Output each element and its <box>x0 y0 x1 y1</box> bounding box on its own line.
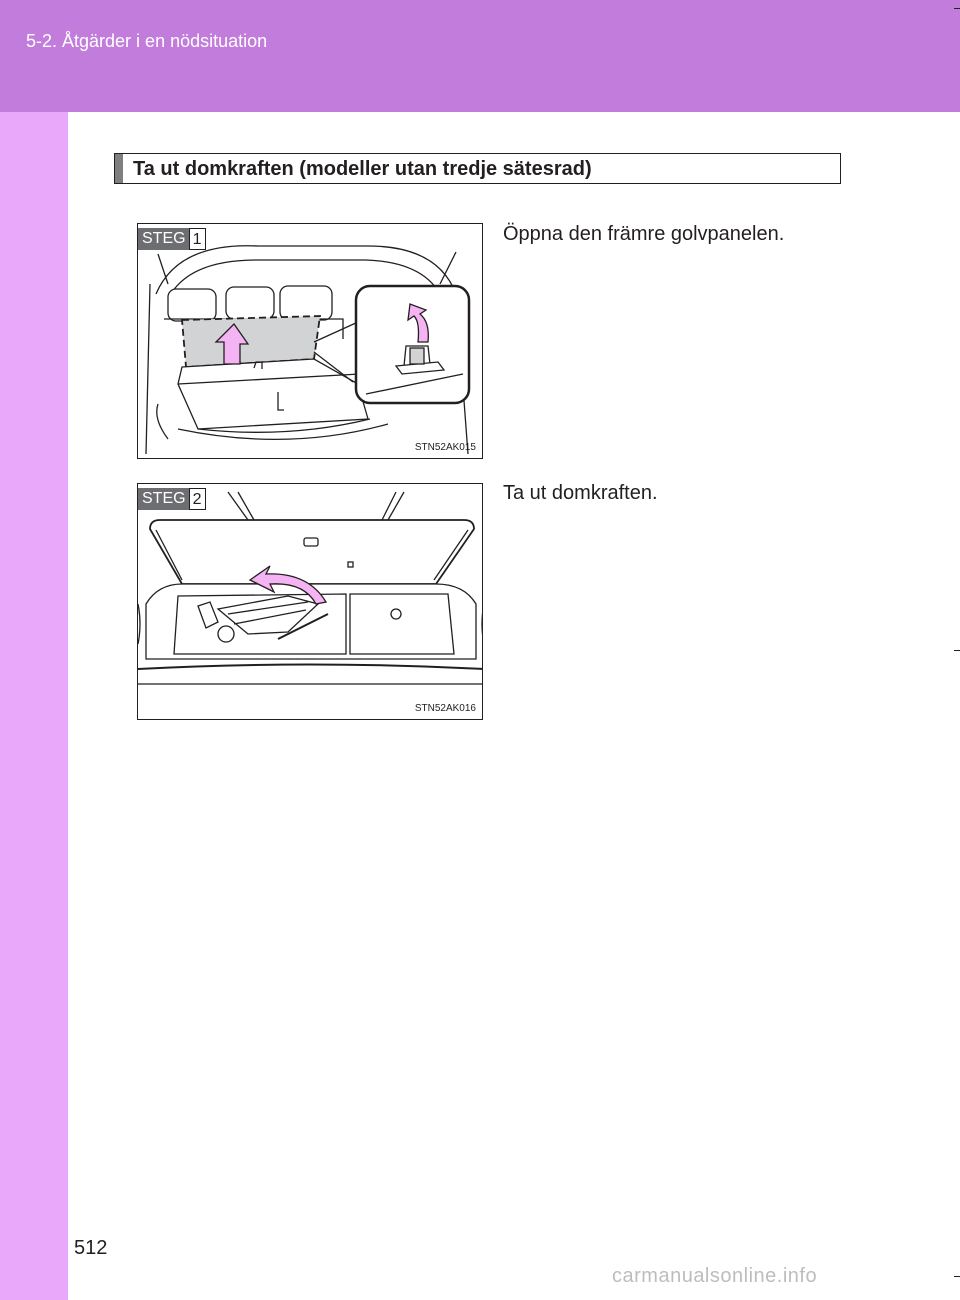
watermark: carmanualsonline.info <box>612 1265 818 1287</box>
crop-mark <box>954 1276 960 1277</box>
step-2-instruction: Ta ut domkraften. <box>503 482 658 504</box>
procedure-heading <box>114 153 841 184</box>
crop-mark <box>954 8 960 9</box>
crop-mark <box>954 650 960 651</box>
heading-accent-bar <box>115 154 123 183</box>
figure-step-1 <box>137 223 483 459</box>
step-number: 2 <box>189 488 206 510</box>
page-number: 512 <box>74 1237 108 1259</box>
step-badge <box>138 228 206 250</box>
header-band <box>0 0 960 112</box>
cargo-area-illustration <box>138 224 483 459</box>
step-badge <box>138 488 206 510</box>
figure-code: STN52AK016 <box>414 703 476 714</box>
side-strip <box>0 112 68 1300</box>
jack-storage-illustration <box>138 484 483 720</box>
figure-code: STN52AK015 <box>414 442 476 453</box>
figure-step-2 <box>137 483 483 720</box>
heading-text: Ta ut domkraften (modeller utan tredje sätesrad) <box>133 158 592 180</box>
step-number: 1 <box>189 228 206 250</box>
step-label: STEG <box>138 228 189 250</box>
section-title: 5-2. Åtgärder i en nödsituation <box>26 31 268 51</box>
step-1-instruction: Öppna den främre golvpanelen. <box>503 223 785 245</box>
step-label: STEG <box>138 488 189 510</box>
